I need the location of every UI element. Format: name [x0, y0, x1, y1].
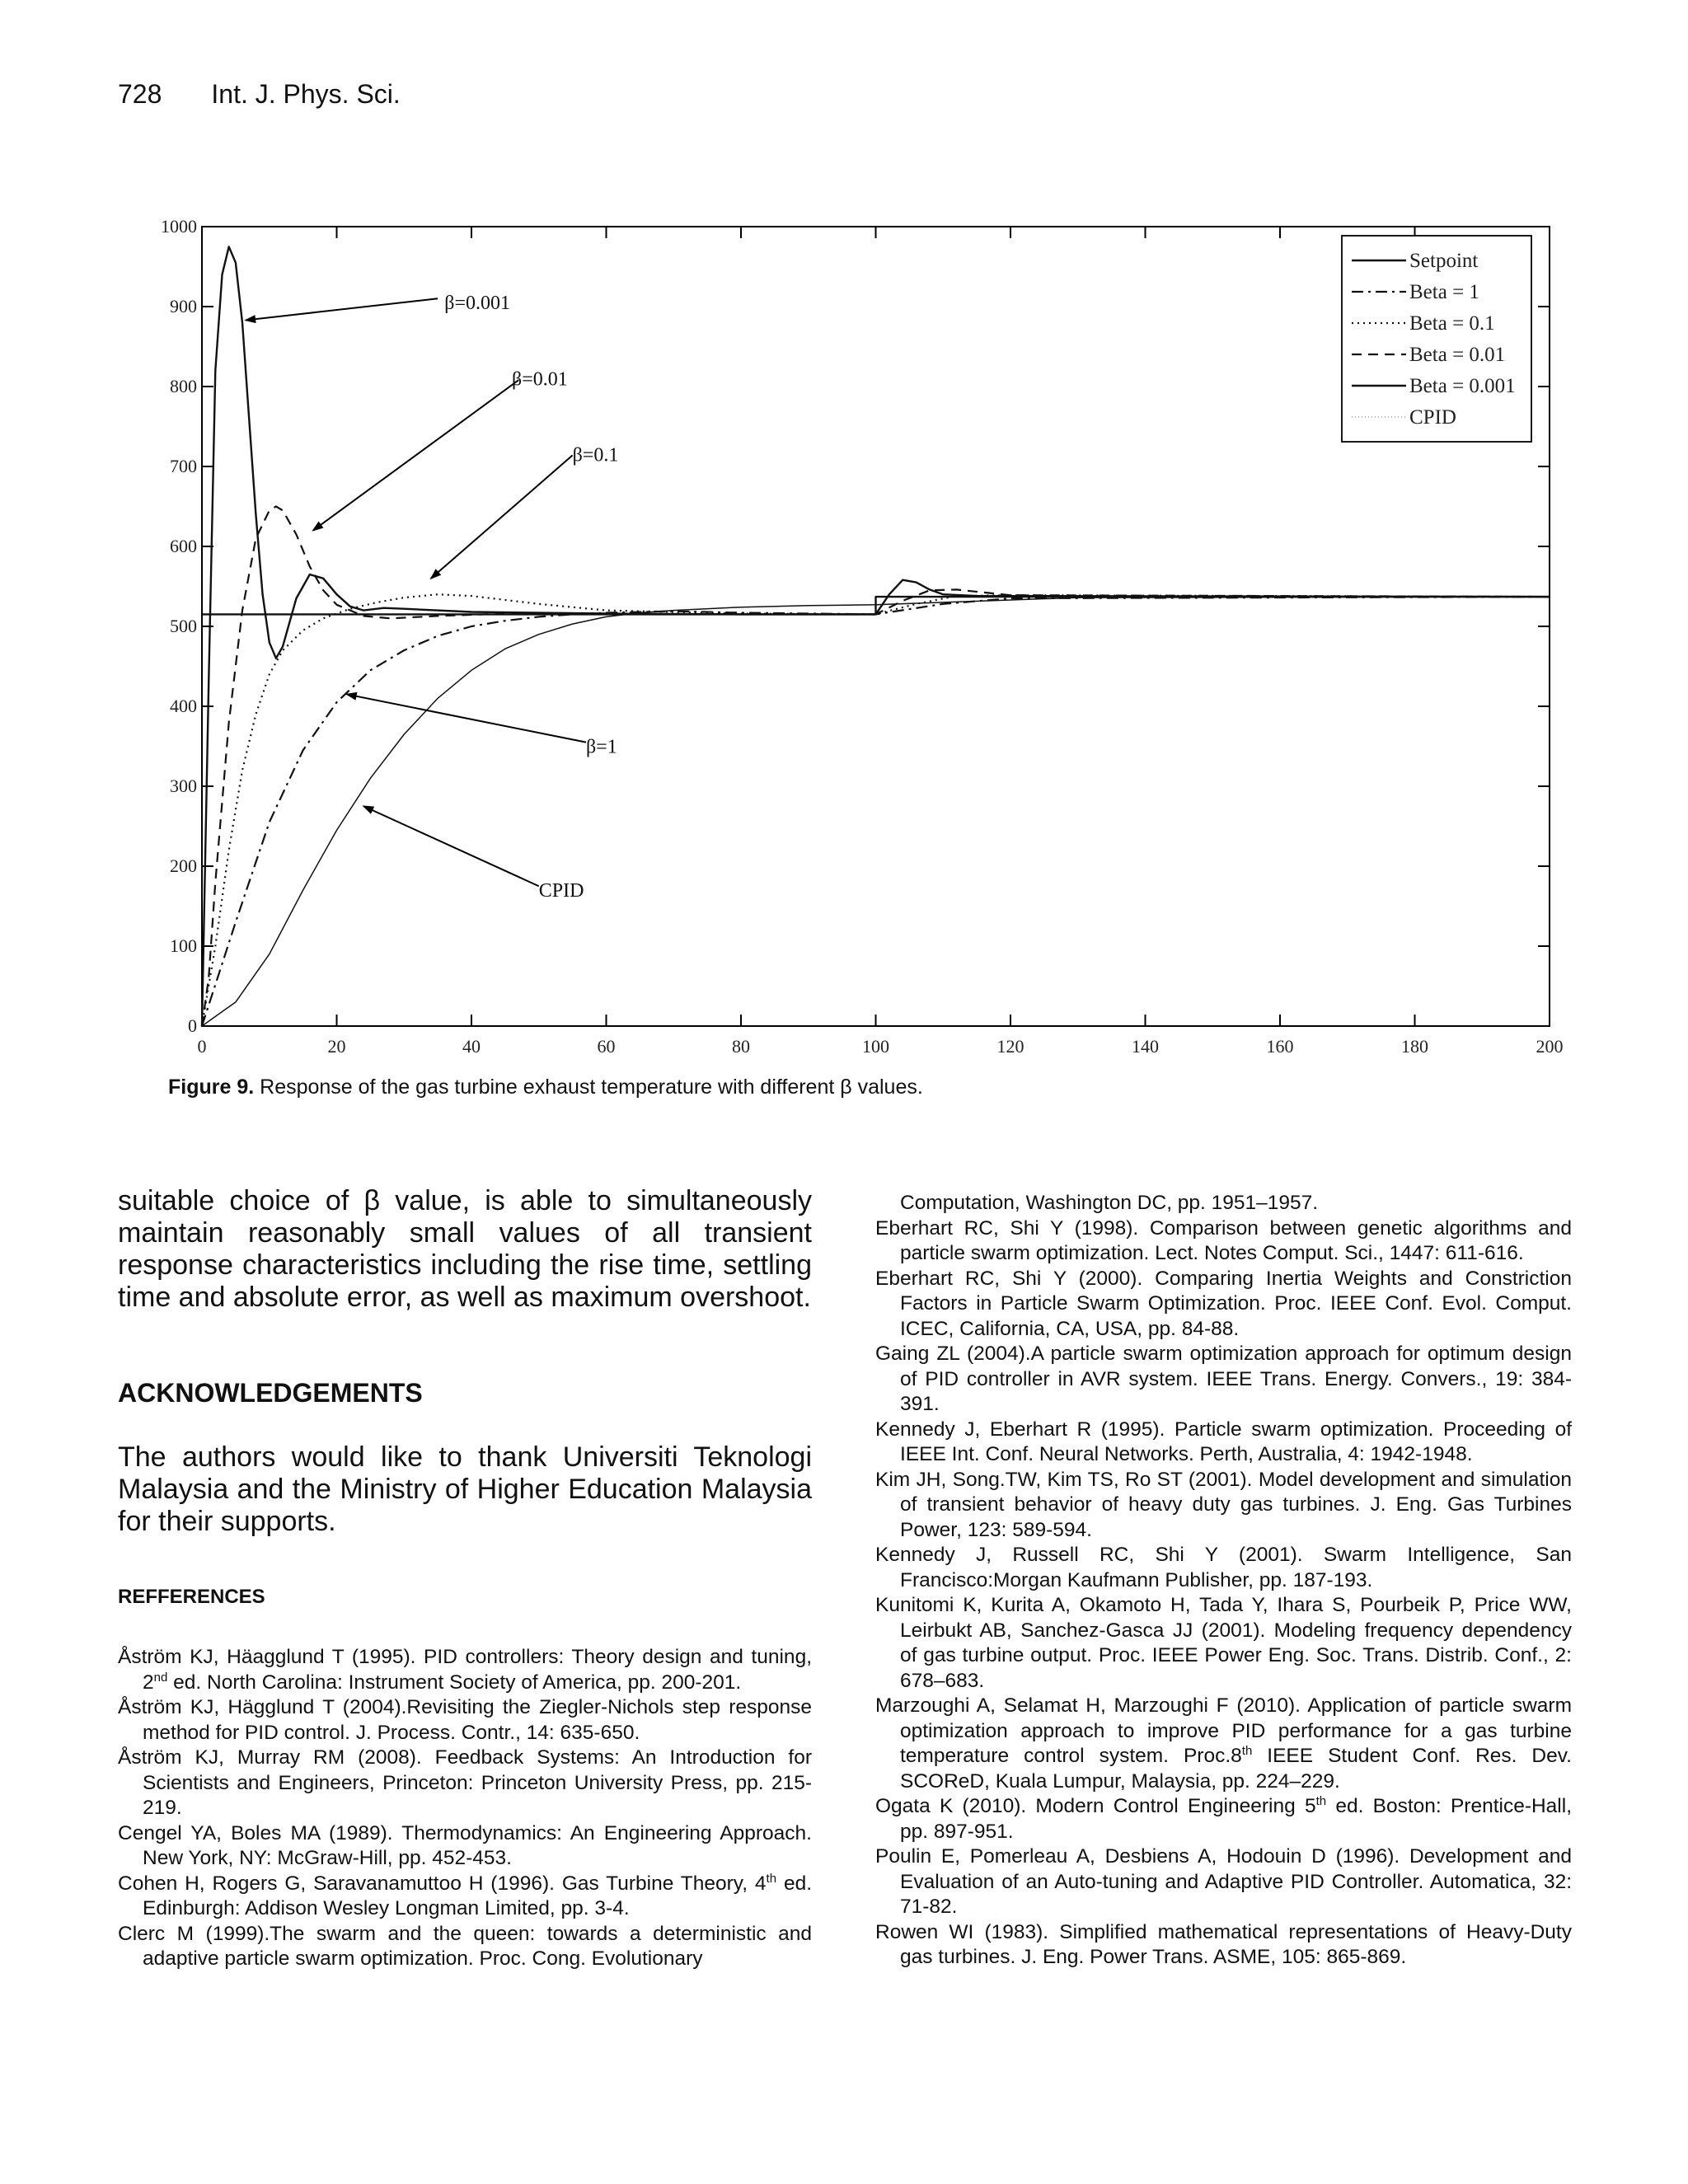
annotation-label: β=1 [585, 736, 617, 758]
legend-label: Setpoint [1409, 250, 1479, 272]
annotation-arrow [431, 455, 573, 578]
reference-item [875, 1920, 1572, 1971]
annotation-label: β=0.01 [512, 368, 568, 391]
reference-item [875, 1468, 1572, 1544]
reference-item [875, 1844, 1572, 1920]
references-heading: REFFERENCES [118, 1586, 265, 1608]
y-tick-label: 200 [170, 855, 197, 876]
reference-item [118, 1695, 812, 1746]
annotation-layer [246, 293, 618, 902]
reference-text: Eberhart RC, Shi Y (2000). Comparing Inertia Weights and Constriction Factors in Particle Swarm Optimization. Proc. IEEE Conf. Evol. Comput. ICEC, California, CA, USA, pp. 84-88. [875, 1267, 1572, 1340]
annotation-label: β=0.1 [572, 444, 619, 466]
references-list-left [118, 1645, 812, 1972]
right-column [875, 1191, 1572, 1971]
reference-text: Cohen H, Rogers G, Saravanamuttoo H (1996). Gas Turbine Theory, 4 [118, 1872, 767, 1895]
reference-text: Cengel YA, Boles MA (1989). Thermodynamics: An Engineering Approach. New York, NY: McGraw-Hill, pp. 452-453. [118, 1821, 812, 1869]
figure-9-chart [140, 206, 1564, 1063]
y-tick-label: 400 [170, 696, 197, 716]
page-header [118, 79, 401, 110]
body-paragraph: suitable choice of β value, is able to simultaneously maintain reasonably small values of all transient response characteristics including the rise time, settling time and absolute error, as well as maximum overshoot. [118, 1185, 812, 1313]
reference-text-cont: IEEE Student Conf. Res. Dev. SCOReD, Kuala Lumpur, Malaysia, pp. 224–229. [900, 1745, 1572, 1793]
caption-label: Figure 9. [168, 1076, 255, 1099]
acknowledgements-text: The authors would like to thank Universiti Teknologi Malaysia and the Ministry of Higher Education Malaysia for their supports. [118, 1441, 812, 1537]
reference-item [118, 1645, 812, 1695]
reference-text: Kunitomi K, Kurita A, Okamoto H, Tada Y, Ihara S, Pourbeik P, Price WW, Leirbukt AB, Sanchez-Gasca JJ (2001). Modeling frequency dependency of gas turbine output. Proc. IEEE Power Eng. Soc. Trans. Distrib. Conf., 2: 678–683. [875, 1594, 1572, 1692]
reference-item [118, 1746, 812, 1821]
reference-item [875, 1794, 1572, 1844]
reference-item [875, 1216, 1572, 1267]
reference-text: Rowen WI (1983). Simplified mathematical representations of Heavy-Duty gas turbines. J. Eng. Power Trans. ASME, 105: 865-869. [875, 1920, 1572, 1968]
annotation-arrow [313, 380, 518, 530]
legend-label: Beta = 0.01 [1409, 344, 1506, 366]
reference-item [875, 1418, 1572, 1468]
left-column [118, 1185, 812, 1972]
reference-text: Kim JH, Song.TW, Kim TS, Ro ST (2001). Model development and simulation of transient behavior of heavy duty gas turbines. J. Eng. Gas Turbines Power, 123: 589-594. [875, 1468, 1572, 1541]
reference-superscript: th [766, 1871, 777, 1886]
reference-text-cont: ed. Boston: Prentice-Hall, pp. 897-951. [900, 1795, 1572, 1843]
reference-text: Gaing ZL (2004).A particle swarm optimization approach for optimum design of PID controller in AVR system. IEEE Trans. Energy. Convers., 19: 384-391. [875, 1343, 1572, 1415]
annotation-arrow [246, 298, 438, 320]
series-line-setpoint [202, 597, 1550, 614]
x-tick-label: 60 [597, 1036, 616, 1057]
legend-label: CPID [1409, 406, 1456, 429]
reference-item [875, 1342, 1572, 1418]
reference-text: Åström KJ, Häagglund T (1995). PID controllers: Theory design and tuning, 2 [118, 1646, 812, 1694]
legend [1342, 236, 1531, 442]
page-number: 728 [118, 79, 162, 109]
annotation-arrow [347, 694, 586, 742]
y-tick-label: 1000 [161, 216, 197, 237]
reference-text-cont: ed. North Carolina: Instrument Society of America, pp. 200-201. [167, 1671, 742, 1694]
reference-superscript: th [1241, 1743, 1253, 1758]
x-tick-label: 140 [1132, 1036, 1159, 1057]
reference-item [118, 1821, 812, 1872]
x-tick-label: 20 [327, 1036, 346, 1057]
legend-label: Beta = 0.1 [1409, 312, 1495, 335]
reference-continuation: Computation, Washington DC, pp. 1951–1957. [900, 1192, 1319, 1214]
y-tick-label: 0 [188, 1015, 197, 1036]
reference-text: Kennedy J, Eberhart R (1995). Particle swarm optimization. Proceeding of IEEE Int. Conf. Neural Networks. Perth, Australia, 4: 1942-1948. [875, 1418, 1572, 1465]
y-tick-label: 600 [170, 536, 197, 556]
reference-item [875, 1694, 1572, 1794]
x-tick-label: 100 [862, 1036, 889, 1057]
reference-text: Kennedy J, Russell RC, Shi Y (2001). Swarm Intelligence, San Francisco:Morgan Kaufmann Publisher, pp. 187-193. [875, 1544, 1572, 1591]
reference-superscript: nd [153, 1670, 168, 1685]
figure-caption [168, 1076, 1569, 1099]
series-line-beta-0-1 [202, 594, 1550, 1026]
y-tick-label: 700 [170, 456, 197, 476]
references-list-right [875, 1216, 1572, 1971]
reference-item [118, 1872, 812, 1922]
reference-text: Eberhart RC, Shi Y (1998). Comparison between genetic algorithms and particle swarm optimization. Lect. Notes Comput. Sci., 1447: 611-616. [875, 1216, 1572, 1264]
x-tick-label: 40 [462, 1036, 481, 1057]
legend-label: Beta = 1 [1409, 281, 1479, 303]
reference-text: Åström KJ, Hägglund T (2004).Revisiting the Ziegler-Nichols step response method for PID control. J. Process. Contr., 14: 635-650. [118, 1696, 812, 1744]
reference-text: Clerc M (1999).The swarm and the queen: towards a deterministic and adaptive particle swarm optimization. Proc. Cong. Evolutionary [118, 1922, 812, 1970]
caption-text: Response of the gas turbine exhaust temperature with different β values. [254, 1076, 923, 1099]
annotation-arrow [363, 806, 539, 886]
reference-item [875, 1267, 1572, 1343]
reference-text-cont: ed. Edinburgh: Addison Wesley Longman Limited, pp. 3-4. [143, 1872, 813, 1919]
x-tick-label: 80 [732, 1036, 750, 1057]
journal-name: Int. J. Phys. Sci. [211, 79, 401, 109]
acknowledgements-heading: ACKNOWLEDGEMENTS [118, 1378, 423, 1408]
annotation-label: β=0.001 [444, 293, 511, 315]
reference-superscript: th [1315, 1793, 1327, 1808]
x-tick-label: 160 [1266, 1036, 1294, 1057]
annotation-label: CPID [538, 880, 584, 902]
chart-svg [140, 206, 1564, 1063]
reference-text: Ogata K (2010). Modern Control Engineering 5 [875, 1795, 1316, 1817]
series-line-cpid [202, 597, 1550, 1026]
reference-item [875, 1593, 1572, 1694]
reference-item [875, 1543, 1572, 1593]
y-tick-label: 300 [170, 776, 197, 796]
reference-text: Åström KJ, Murray RM (2008). Feedback Systems: An Introduction for Scientists and Engineers, Princeton: Princeton University Press, pp. 215-219. [118, 1746, 812, 1819]
series-line-beta-1 [202, 597, 1550, 1026]
y-tick-label: 800 [170, 376, 197, 396]
x-tick-label: 0 [197, 1036, 207, 1057]
y-tick-label: 500 [170, 616, 197, 636]
x-tick-label: 180 [1401, 1036, 1428, 1057]
y-tick-label: 900 [170, 296, 197, 316]
reference-item [118, 1922, 812, 1972]
y-tick-label: 100 [170, 935, 197, 956]
series-line-beta-0-01 [202, 507, 1550, 1027]
reference-text: Marzoughi A, Selamat H, Marzoughi F (2010). Application of particle swarm optimization approach to improve PID performance for a gas turbine temperature control system. Proc.8 [875, 1694, 1572, 1767]
x-tick-label: 120 [996, 1036, 1025, 1057]
x-tick-label: 200 [1536, 1036, 1564, 1057]
reference-text: Poulin E, Pomerleau A, Desbiens A, Hodouin D (1996). Development and Evaluation of an Auto-tuning and Adaptive PID Controller. Automatica, 32: 71-82. [875, 1845, 1572, 1918]
legend-label: Beta = 0.001 [1409, 375, 1516, 397]
